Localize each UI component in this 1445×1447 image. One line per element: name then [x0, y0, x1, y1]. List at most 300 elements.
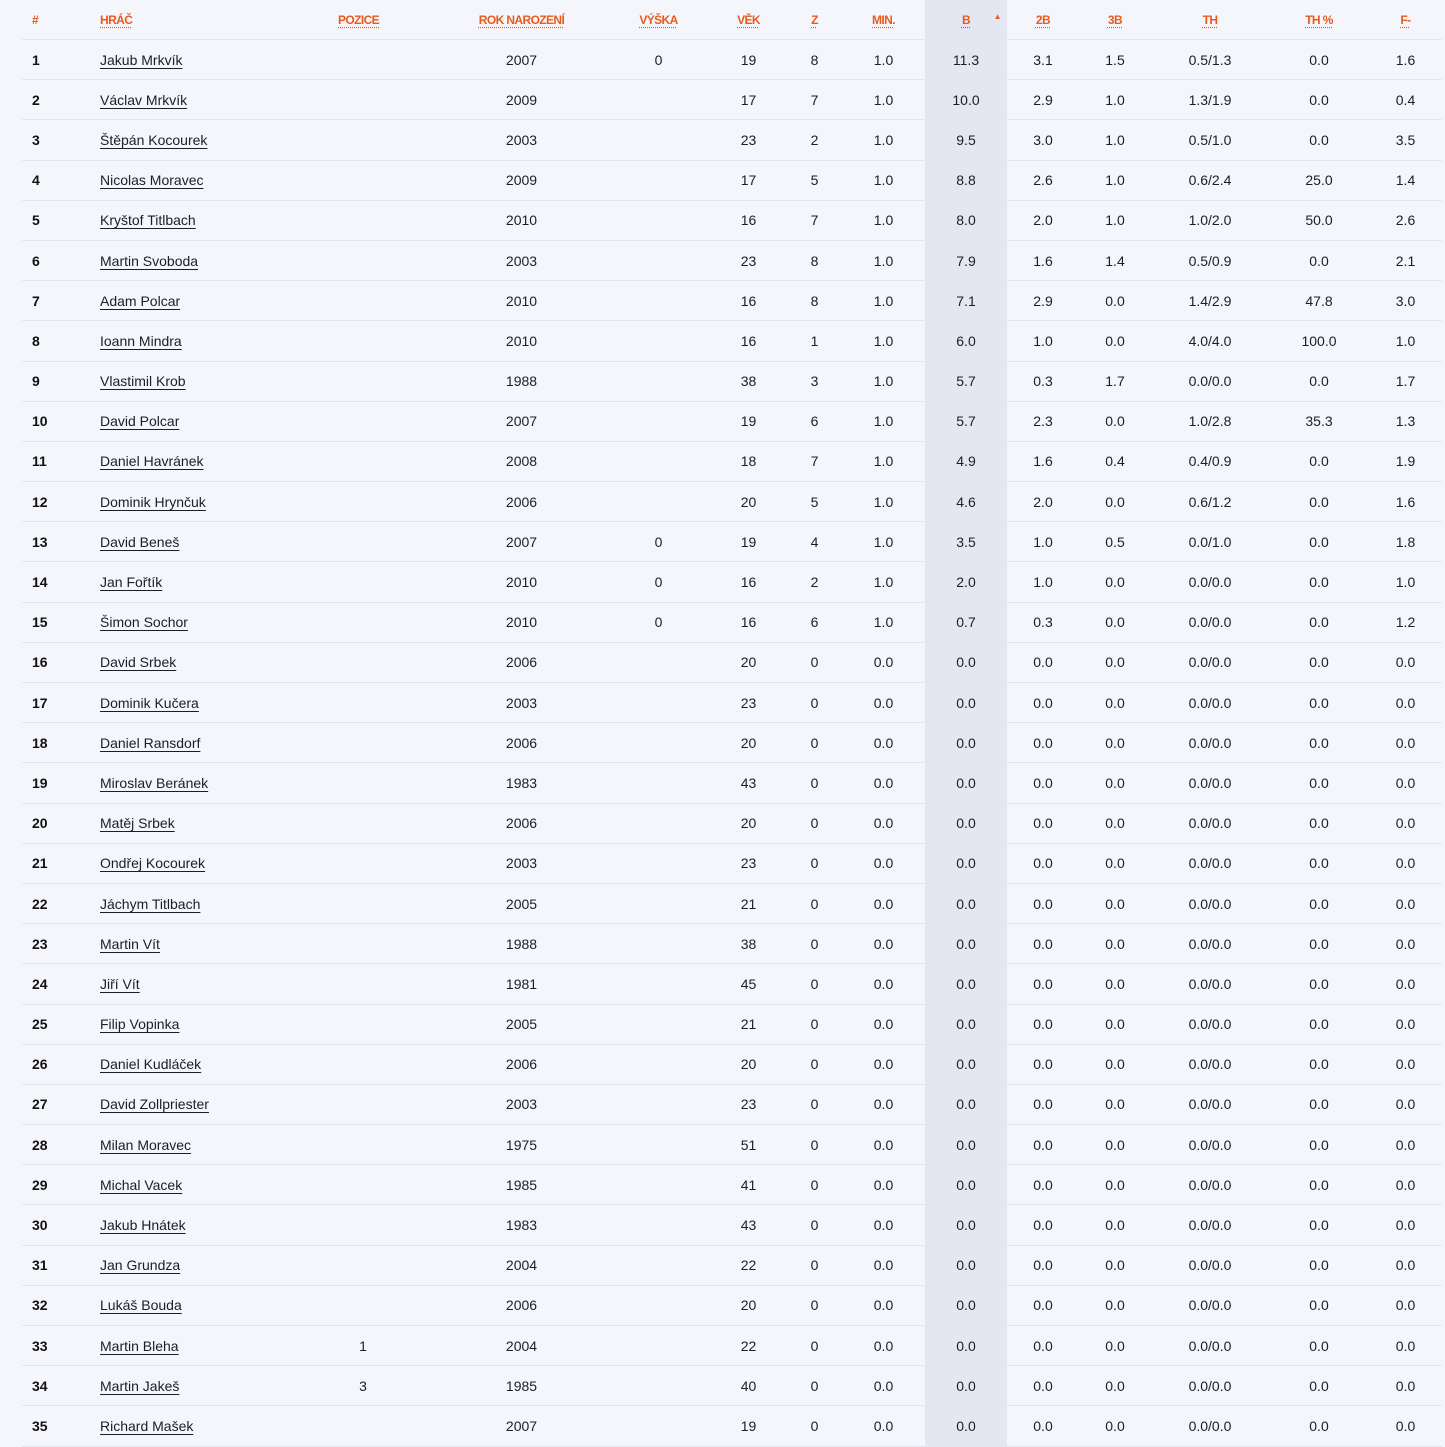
column-header-born[interactable]: ROK NAROZENÍ [436, 0, 607, 40]
cell-born: 2008 [436, 441, 607, 481]
cell-height [607, 964, 710, 1004]
cell-points: 0.0 [925, 1205, 1007, 1245]
cell-th: 0.5/1.0 [1151, 120, 1269, 160]
cell-th: 0.4/0.9 [1151, 441, 1269, 481]
cell-player [100, 964, 338, 1004]
cell-3b: 0.0 [1079, 1366, 1151, 1406]
cell-th: 0.0/0.0 [1151, 803, 1269, 843]
cell-2b: 0.0 [1007, 1326, 1079, 1366]
cell-minutes: 1.0 [842, 281, 925, 321]
player-link[interactable]: Miroslav Beránek [100, 774, 209, 791]
cell-player [100, 40, 338, 80]
player-link[interactable]: Vlastimil Krob [100, 373, 186, 390]
cell-3b: 0.0 [1079, 763, 1151, 803]
cell-2b: 0.0 [1007, 1245, 1079, 1285]
cell-born: 2006 [436, 642, 607, 682]
cell-player [100, 843, 338, 883]
cell-games: 7 [787, 200, 842, 240]
cell-age: 17 [710, 80, 787, 120]
cell-th: 0.0/0.0 [1151, 1125, 1269, 1165]
player-link[interactable]: Jakub Mrkvík [100, 51, 183, 68]
table-row [22, 361, 1442, 401]
player-link[interactable]: Dominik Hrynčuk [100, 493, 206, 510]
cell-3b: 1.5 [1079, 40, 1151, 80]
cell-th-pct: 0.0 [1269, 683, 1369, 723]
player-link[interactable]: David Zollpriester [100, 1096, 209, 1113]
cell-position [338, 160, 436, 200]
cell-minutes: 1.0 [842, 401, 925, 441]
table-row [22, 763, 1442, 803]
cell-rank: 13 [22, 522, 100, 562]
cell-points: 0.0 [925, 924, 1007, 964]
cell-age: 21 [710, 1004, 787, 1044]
cell-player [100, 642, 338, 682]
cell-th-pct: 0.0 [1269, 1044, 1369, 1084]
cell-minutes: 1.0 [842, 361, 925, 401]
cell-2b: 0.0 [1007, 1084, 1079, 1124]
cell-position [338, 1165, 436, 1205]
player-link[interactable]: Adam Polcar [100, 292, 181, 309]
cell-rank: 7 [22, 281, 100, 321]
cell-points: 7.1 [925, 281, 1007, 321]
cell-points: 0.0 [925, 1084, 1007, 1124]
cell-height [607, 883, 710, 923]
player-link[interactable]: Jakub Hnátek [100, 1217, 186, 1234]
player-link[interactable]: Milan Moravec [100, 1136, 192, 1153]
player-link[interactable]: Matěj Srbek [100, 815, 175, 832]
cell-age: 23 [710, 240, 787, 280]
table-row [22, 401, 1442, 441]
cell-height [607, 482, 710, 522]
cell-games: 0 [787, 803, 842, 843]
cell-position [338, 522, 436, 562]
cell-age: 51 [710, 1125, 787, 1165]
player-link[interactable]: Martin Jakeš [100, 1377, 180, 1394]
cell-games: 0 [787, 843, 842, 883]
cell-th: 0.0/0.0 [1151, 683, 1269, 723]
cell-2b: 3.1 [1007, 40, 1079, 80]
column-header-minutes[interactable]: MIN. [842, 0, 925, 40]
cell-3b: 0.0 [1079, 321, 1151, 361]
cell-fouls: 3.0 [1369, 281, 1442, 321]
column-header-player[interactable]: HRÁČ [100, 0, 338, 40]
cell-games: 6 [787, 401, 842, 441]
cell-player [100, 1004, 338, 1044]
cell-points: 0.0 [925, 1165, 1007, 1205]
cell-position [338, 1084, 436, 1124]
cell-player [100, 361, 338, 401]
cell-height [607, 924, 710, 964]
cell-height [607, 1326, 710, 1366]
player-link[interactable]: Michal Vacek [100, 1176, 183, 1193]
cell-th: 0.0/0.0 [1151, 1205, 1269, 1245]
cell-th: 0.0/0.0 [1151, 1165, 1269, 1205]
cell-minutes: 1.0 [842, 562, 925, 602]
cell-born: 1983 [436, 1205, 607, 1245]
cell-th: 0.5/1.3 [1151, 40, 1269, 80]
column-header-2b[interactable]: 2B [1007, 0, 1079, 40]
cell-fouls: 1.8 [1369, 522, 1442, 562]
table-row [22, 522, 1442, 562]
cell-position [338, 80, 436, 120]
cell-minutes: 1.0 [842, 40, 925, 80]
cell-position [338, 1406, 436, 1446]
cell-th-pct: 0.0 [1269, 602, 1369, 642]
cell-3b: 0.0 [1079, 562, 1151, 602]
cell-2b: 0.3 [1007, 361, 1079, 401]
cell-position [338, 1125, 436, 1165]
cell-age: 22 [710, 1326, 787, 1366]
cell-3b: 0.0 [1079, 924, 1151, 964]
table-row [22, 1205, 1442, 1245]
cell-th-pct: 0.0 [1269, 763, 1369, 803]
cell-height [607, 1165, 710, 1205]
cell-rank: 35 [22, 1406, 100, 1446]
player-link[interactable]: Daniel Kudláček [100, 1056, 202, 1073]
cell-rank: 17 [22, 683, 100, 723]
cell-age: 20 [710, 803, 787, 843]
cell-3b: 0.0 [1079, 482, 1151, 522]
cell-born: 2006 [436, 482, 607, 522]
cell-rank: 11 [22, 441, 100, 481]
cell-minutes: 0.0 [842, 843, 925, 883]
cell-age: 38 [710, 361, 787, 401]
player-link[interactable]: Jan Grundza [100, 1257, 181, 1274]
cell-position [338, 120, 436, 160]
cell-th: 0.6/2.4 [1151, 160, 1269, 200]
cell-rank: 34 [22, 1366, 100, 1406]
cell-th-pct: 100.0 [1269, 321, 1369, 361]
cell-fouls: 0.0 [1369, 1004, 1442, 1044]
cell-games: 0 [787, 1285, 842, 1325]
cell-3b: 0.0 [1079, 843, 1151, 883]
cell-born: 2009 [436, 80, 607, 120]
cell-player [100, 1044, 338, 1084]
cell-th-pct: 0.0 [1269, 120, 1369, 160]
table-row [22, 723, 1442, 763]
cell-games: 5 [787, 160, 842, 200]
cell-height: 0 [607, 40, 710, 80]
cell-position [338, 482, 436, 522]
player-link[interactable]: Martin Bleha [100, 1337, 179, 1354]
cell-games: 2 [787, 562, 842, 602]
cell-2b: 0.0 [1007, 803, 1079, 843]
cell-player [100, 1245, 338, 1285]
cell-games: 0 [787, 1004, 842, 1044]
cell-points: 4.9 [925, 441, 1007, 481]
cell-born: 2010 [436, 200, 607, 240]
cell-position [338, 883, 436, 923]
cell-2b: 1.0 [1007, 522, 1079, 562]
player-link[interactable]: Štěpán Kocourek [100, 131, 208, 148]
cell-minutes: 0.0 [842, 803, 925, 843]
cell-points: 0.0 [925, 1125, 1007, 1165]
table-row [22, 1125, 1442, 1165]
cell-player [100, 240, 338, 280]
cell-2b: 0.0 [1007, 1044, 1079, 1084]
cell-rank: 10 [22, 401, 100, 441]
cell-th-pct: 0.0 [1269, 1125, 1369, 1165]
column-header-games[interactable]: Z [787, 0, 842, 40]
cell-points: 0.0 [925, 683, 1007, 723]
cell-th: 0.0/0.0 [1151, 763, 1269, 803]
cell-games: 0 [787, 1406, 842, 1446]
cell-points: 2.0 [925, 562, 1007, 602]
cell-minutes: 0.0 [842, 1406, 925, 1446]
cell-points: 6.0 [925, 321, 1007, 361]
cell-age: 41 [710, 1165, 787, 1205]
player-link[interactable]: Jan Fořtík [100, 574, 163, 591]
cell-2b: 2.0 [1007, 482, 1079, 522]
cell-points: 0.0 [925, 1044, 1007, 1084]
player-link[interactable]: Dominik Kučera [100, 694, 199, 711]
cell-3b: 0.0 [1079, 1326, 1151, 1366]
sort-desc-icon[interactable]: ▲ [993, 12, 1001, 21]
cell-fouls: 0.0 [1369, 1326, 1442, 1366]
cell-born: 2010 [436, 602, 607, 642]
cell-age: 16 [710, 321, 787, 361]
cell-3b: 0.0 [1079, 1084, 1151, 1124]
cell-player [100, 763, 338, 803]
cell-player [100, 482, 338, 522]
cell-th-pct: 0.0 [1269, 562, 1369, 602]
cell-player [100, 1366, 338, 1406]
cell-points: 5.7 [925, 361, 1007, 401]
cell-2b: 0.0 [1007, 1285, 1079, 1325]
table-row [22, 1004, 1442, 1044]
cell-fouls: 1.0 [1369, 321, 1442, 361]
cell-points: 0.0 [925, 964, 1007, 1004]
cell-height [607, 1004, 710, 1044]
player-link[interactable]: Kryštof Titlbach [100, 212, 196, 229]
cell-th-pct: 0.0 [1269, 1406, 1369, 1446]
cell-minutes: 0.0 [842, 924, 925, 964]
cell-games: 2 [787, 120, 842, 160]
player-link[interactable]: Václav Mrkvík [100, 91, 188, 108]
cell-3b: 1.0 [1079, 80, 1151, 120]
cell-position [338, 240, 436, 280]
column-header-rank[interactable]: # [22, 0, 100, 40]
player-link[interactable]: Lukáš Bouda [100, 1297, 182, 1314]
cell-th-pct: 0.0 [1269, 80, 1369, 120]
cell-player [100, 522, 338, 562]
cell-2b: 0.0 [1007, 964, 1079, 1004]
table-row [22, 602, 1442, 642]
cell-2b: 0.0 [1007, 1004, 1079, 1044]
column-header-th-pct[interactable]: TH % [1269, 0, 1369, 40]
cell-fouls: 0.0 [1369, 1205, 1442, 1245]
table-row [22, 964, 1442, 1004]
cell-position [338, 1205, 436, 1245]
player-link[interactable]: Filip Vopinka [100, 1016, 180, 1033]
cell-3b: 0.4 [1079, 441, 1151, 481]
cell-born: 2003 [436, 843, 607, 883]
cell-minutes: 0.0 [842, 1084, 925, 1124]
cell-minutes: 1.0 [842, 200, 925, 240]
cell-games: 8 [787, 281, 842, 321]
cell-born: 1985 [436, 1165, 607, 1205]
cell-2b: 0.3 [1007, 602, 1079, 642]
column-header-height[interactable]: VÝŠKA [607, 0, 710, 40]
cell-th: 0.0/0.0 [1151, 883, 1269, 923]
cell-position [338, 200, 436, 240]
cell-3b: 1.0 [1079, 200, 1151, 240]
cell-games: 0 [787, 1326, 842, 1366]
player-link[interactable]: Daniel Ransdorf [100, 734, 201, 751]
cell-points: 0.7 [925, 602, 1007, 642]
cell-th: 0.0/0.0 [1151, 1285, 1269, 1325]
column-header-3b[interactable]: 3B [1079, 0, 1151, 40]
table-row [22, 240, 1442, 280]
column-header-position[interactable]: POZICE [338, 0, 436, 40]
cell-3b: 0.0 [1079, 683, 1151, 723]
cell-minutes: 0.0 [842, 1004, 925, 1044]
cell-th: 1.0/2.0 [1151, 200, 1269, 240]
cell-born: 2005 [436, 1004, 607, 1044]
cell-th: 0.0/0.0 [1151, 843, 1269, 883]
cell-age: 19 [710, 1406, 787, 1446]
cell-3b: 1.4 [1079, 240, 1151, 280]
player-link[interactable]: David Beneš [100, 533, 180, 550]
player-link[interactable]: Richard Mašek [100, 1417, 194, 1434]
cell-fouls: 1.6 [1369, 482, 1442, 522]
player-link[interactable]: Nicolas Moravec [100, 172, 204, 189]
column-header-th[interactable]: TH [1151, 0, 1269, 40]
cell-2b: 1.6 [1007, 441, 1079, 481]
cell-games: 3 [787, 361, 842, 401]
cell-2b: 0.0 [1007, 1406, 1079, 1446]
cell-position [338, 683, 436, 723]
cell-born: 1988 [436, 361, 607, 401]
cell-2b: 2.9 [1007, 80, 1079, 120]
column-header-points[interactable]: B ▲ [925, 0, 1007, 40]
cell-fouls: 1.9 [1369, 441, 1442, 481]
cell-height [607, 240, 710, 280]
player-link[interactable]: David Srbek [100, 654, 177, 671]
column-header-age[interactable]: VĚK [710, 0, 787, 40]
cell-rank: 30 [22, 1205, 100, 1245]
cell-games: 0 [787, 1165, 842, 1205]
cell-minutes: 1.0 [842, 120, 925, 160]
player-link[interactable]: Jiří Vít [100, 975, 140, 992]
cell-born: 2007 [436, 40, 607, 80]
cell-th-pct: 0.0 [1269, 1245, 1369, 1285]
cell-player [100, 883, 338, 923]
cell-fouls: 0.0 [1369, 683, 1442, 723]
cell-2b: 2.3 [1007, 401, 1079, 441]
cell-height [607, 281, 710, 321]
cell-minutes: 0.0 [842, 883, 925, 923]
player-link[interactable]: Ondřej Kocourek [100, 855, 206, 872]
cell-games: 0 [787, 1205, 842, 1245]
player-link[interactable]: David Polcar [100, 413, 180, 430]
cell-position [338, 1285, 436, 1325]
cell-th-pct: 47.8 [1269, 281, 1369, 321]
cell-rank: 20 [22, 803, 100, 843]
table-row [22, 80, 1442, 120]
cell-th-pct: 0.0 [1269, 1366, 1369, 1406]
cell-fouls: 0.0 [1369, 763, 1442, 803]
cell-rank: 22 [22, 883, 100, 923]
cell-position [338, 562, 436, 602]
cell-position [338, 602, 436, 642]
table-row [22, 1406, 1442, 1446]
cell-player [100, 803, 338, 843]
cell-age: 23 [710, 843, 787, 883]
cell-born: 1983 [436, 763, 607, 803]
cell-3b: 1.7 [1079, 361, 1151, 401]
cell-rank: 26 [22, 1044, 100, 1084]
cell-height [607, 1084, 710, 1124]
player-link[interactable]: Daniel Havránek [100, 453, 204, 470]
cell-th: 0.6/1.2 [1151, 482, 1269, 522]
table-row [22, 1084, 1442, 1124]
cell-games: 4 [787, 522, 842, 562]
player-link[interactable]: Martin Svoboda [100, 252, 199, 269]
cell-fouls: 0.0 [1369, 723, 1442, 763]
cell-games: 0 [787, 763, 842, 803]
cell-player [100, 321, 338, 361]
cell-points: 7.9 [925, 240, 1007, 280]
cell-2b: 0.0 [1007, 1205, 1079, 1245]
cell-th: 1.3/1.9 [1151, 80, 1269, 120]
cell-player [100, 1084, 338, 1124]
cell-points: 11.3 [925, 40, 1007, 80]
table-row [22, 40, 1442, 80]
cell-fouls: 2.1 [1369, 240, 1442, 280]
cell-age: 20 [710, 723, 787, 763]
cell-2b: 0.0 [1007, 1366, 1079, 1406]
cell-minutes: 0.0 [842, 1125, 925, 1165]
cell-minutes: 0.0 [842, 1366, 925, 1406]
cell-rank: 15 [22, 602, 100, 642]
cell-rank: 3 [22, 120, 100, 160]
cell-position [338, 642, 436, 682]
player-link[interactable]: Martin Vít [100, 935, 160, 952]
cell-fouls: 0.0 [1369, 1125, 1442, 1165]
cell-rank: 19 [22, 763, 100, 803]
cell-age: 40 [710, 1366, 787, 1406]
cell-3b: 0.5 [1079, 522, 1151, 562]
cell-born: 1985 [436, 1366, 607, 1406]
cell-games: 0 [787, 883, 842, 923]
cell-player [100, 120, 338, 160]
cell-points: 0.0 [925, 1285, 1007, 1325]
cell-fouls: 1.3 [1369, 401, 1442, 441]
cell-rank: 33 [22, 1326, 100, 1366]
table-row [22, 321, 1442, 361]
cell-fouls: 0.0 [1369, 883, 1442, 923]
cell-3b: 0.0 [1079, 1125, 1151, 1165]
player-link[interactable]: Jáchym Titlbach [100, 895, 201, 912]
cell-born: 2010 [436, 562, 607, 602]
player-link[interactable]: Šimon Sochor [100, 614, 188, 631]
cell-fouls: 0.0 [1369, 924, 1442, 964]
cell-2b: 0.0 [1007, 883, 1079, 923]
cell-th-pct: 0.0 [1269, 482, 1369, 522]
cell-rank: 28 [22, 1125, 100, 1165]
cell-th-pct: 35.3 [1269, 401, 1369, 441]
cell-born: 2009 [436, 160, 607, 200]
cell-minutes: 0.0 [842, 723, 925, 763]
cell-points: 3.5 [925, 522, 1007, 562]
player-link[interactable]: Ioann Mindra [100, 332, 182, 349]
column-header-fouls[interactable]: F- [1369, 0, 1442, 40]
table-row [22, 883, 1442, 923]
cell-minutes: 1.0 [842, 602, 925, 642]
cell-games: 0 [787, 1245, 842, 1285]
cell-minutes: 0.0 [842, 1205, 925, 1245]
